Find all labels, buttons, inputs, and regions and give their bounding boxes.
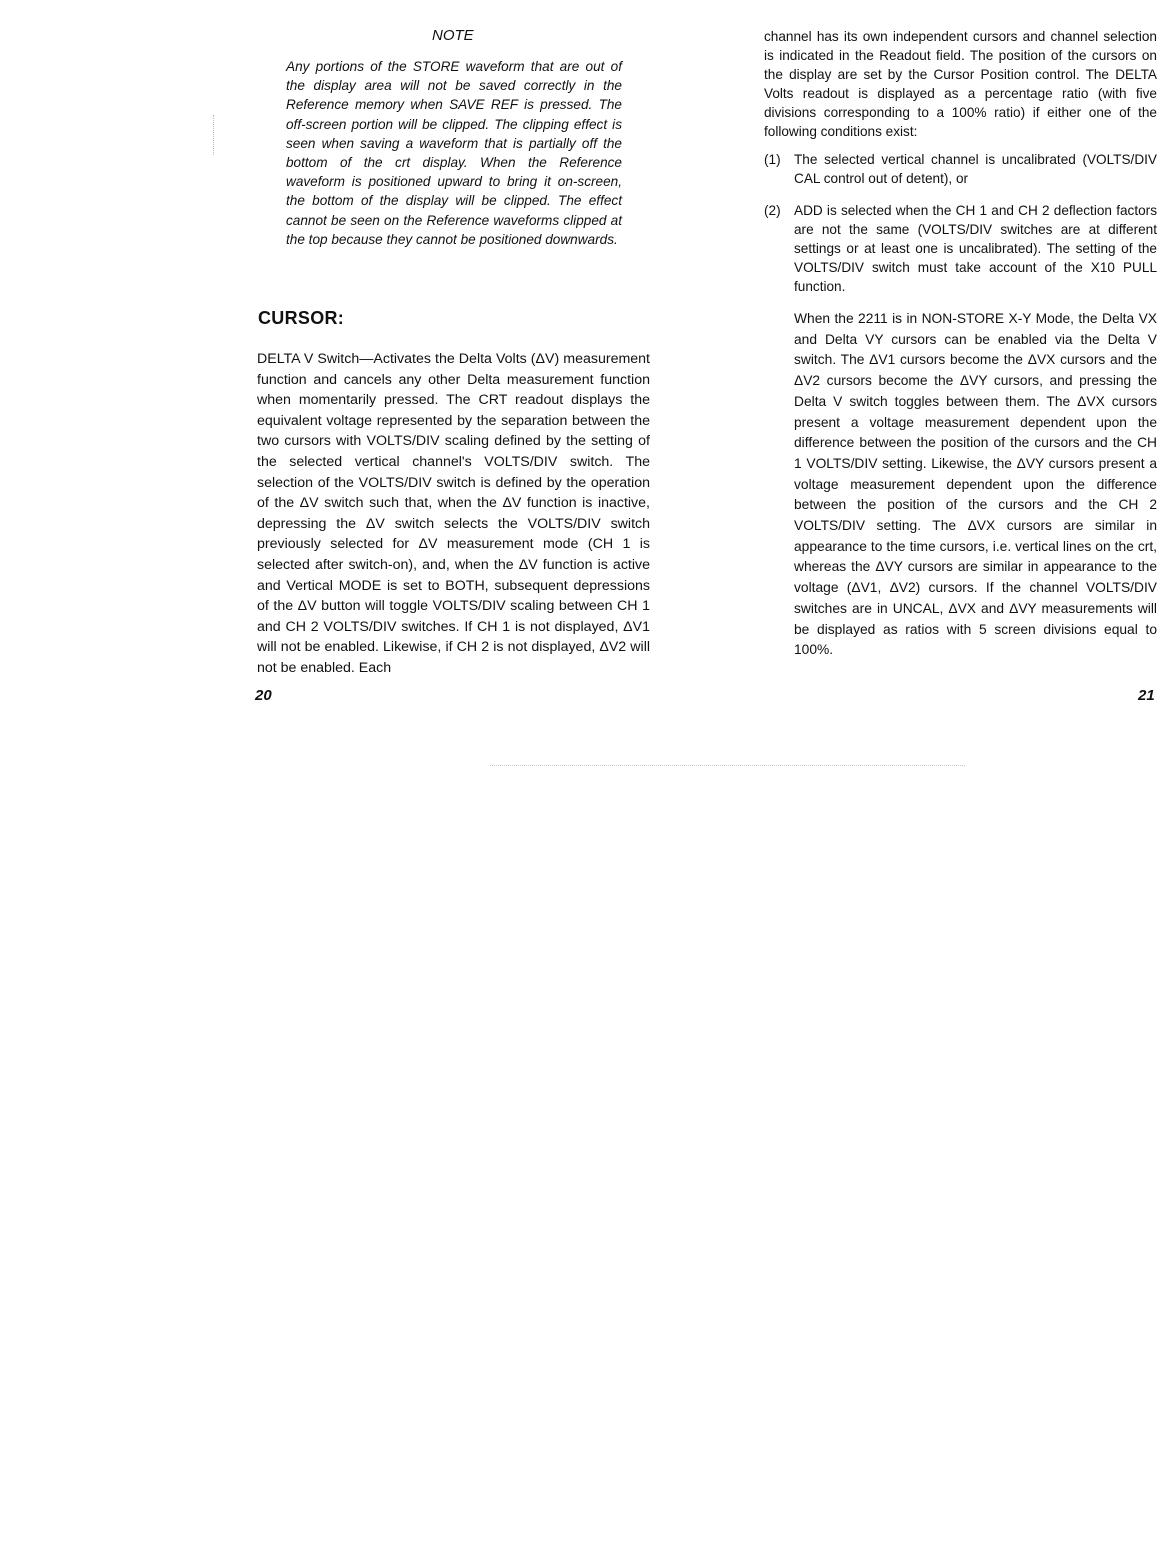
note-title: NOTE: [432, 27, 474, 44]
xy-mode-paragraph: When the 2211 is in NON-STORE X-Y Mode, the Delta VX and Delta VY cursors can be enabled via the Delta V switch. The ΔV1 cursors become the ΔVX cursors and the ΔV2 cursors become the ΔVY cursors, and pressing the Delta V switch toggles between them. The ΔVX cursors present a voltage measurement dependent upon the difference between the position of the cursors and the CH 1 VOLTS/DIV setting. Likewise, the ΔVY cursors present a voltage measurement dependent upon the difference between the position of the cursors and the CH 2 VOLTS/DIV setting. The ΔVX cursors are similar in appearance to the time cursors, i.e. vertical lines on the crt, whereas the ΔVY cursors are similar in appearance to the voltage (ΔV1, ΔV2) cursors. If the channel VOLTS/DIV switches are in UNCAL, ΔVX and ΔVY measurements will be displayed as ratios with 5 screen divisions equal to 100%.: [794, 311, 1157, 658]
condition-item: [764, 150, 1157, 188]
condition-item: [764, 201, 1157, 296]
page-number-left: 20: [255, 687, 272, 704]
condition-text: ADD is selected when the CH 1 and CH 2 deflection factors are not the same (VOLTS/DIV switches are at different settings or at least one is uncalibrated). The setting of the VOLTS/DIV switch must take account of the X10 PULL function.: [794, 203, 1157, 294]
condition-text: The selected vertical channel is uncalibrated (VOLTS/DIV CAL control out of detent), or: [794, 152, 1157, 186]
condition-number: (1): [764, 152, 781, 167]
scan-margin-marks: [213, 115, 214, 155]
note-text: Any portions of the STORE waveform that are out of the display area will not be saved correctly in the Reference memory when SAVE REF is pressed. The off-screen portion will be clipped. The clipping effect is seen when saving a waveform that is partially off the bottom of the crt display. When the Reference waveform is positioned upward to bring it on-screen, the bottom of the display will be clipped. The effect cannot be seen on the Reference waveforms clipped at the top because they cannot be positioned downwards.: [286, 59, 622, 247]
section-heading-cursor: CURSOR:: [258, 308, 345, 328]
conditions-list: [764, 150, 1157, 309]
page-number-right: 21: [1138, 687, 1155, 704]
right-page: [660, 0, 1176, 780]
condition-number: (2): [764, 203, 781, 218]
delta-v-switch-description: DELTA V Switch—Activates the Delta Volts (ΔV) measurement function and cancels any other Delta measurement function when momentarily pressed. The CRT readout displays the equivalent voltage represented by the separation between the two cursors with VOLTS/DIV scaling defined by the setting of the selected vertical channel's VOLTS/DIV switch. The selection of the VOLTS/DIV switch is defined by the operation of the ΔV switch such that, when the ΔV function is inactive, depressing the ΔV switch selects the VOLTS/DIV switch previously selected for ΔV measurement mode (CH 1 is selected after switch-on), and, when the ΔV function is active and Vertical MODE is set to BOTH, subsequent depressions of the ΔV button will toggle VOLTS/DIV scaling between CH 1 and CH 2 VOLTS/DIV switches. If CH 1 is not displayed, ΔV1 will not be enabled. Likewise, if CH 2 is not displayed, ΔV2 will not be enabled. Each: [257, 351, 650, 676]
channel-cursor-intro: channel has its own independent cursors and channel selection is indicated in the Readout field. The position of the cursors on the display are set by the Cursor Position control. The DELTA Volts readout is displayed as a percentage ratio (with five divisions corresponding to a 100% ratio) if either one of the following conditions exist:: [764, 29, 1157, 139]
left-page: [0, 0, 660, 780]
scan-artifact-line: [490, 765, 965, 766]
